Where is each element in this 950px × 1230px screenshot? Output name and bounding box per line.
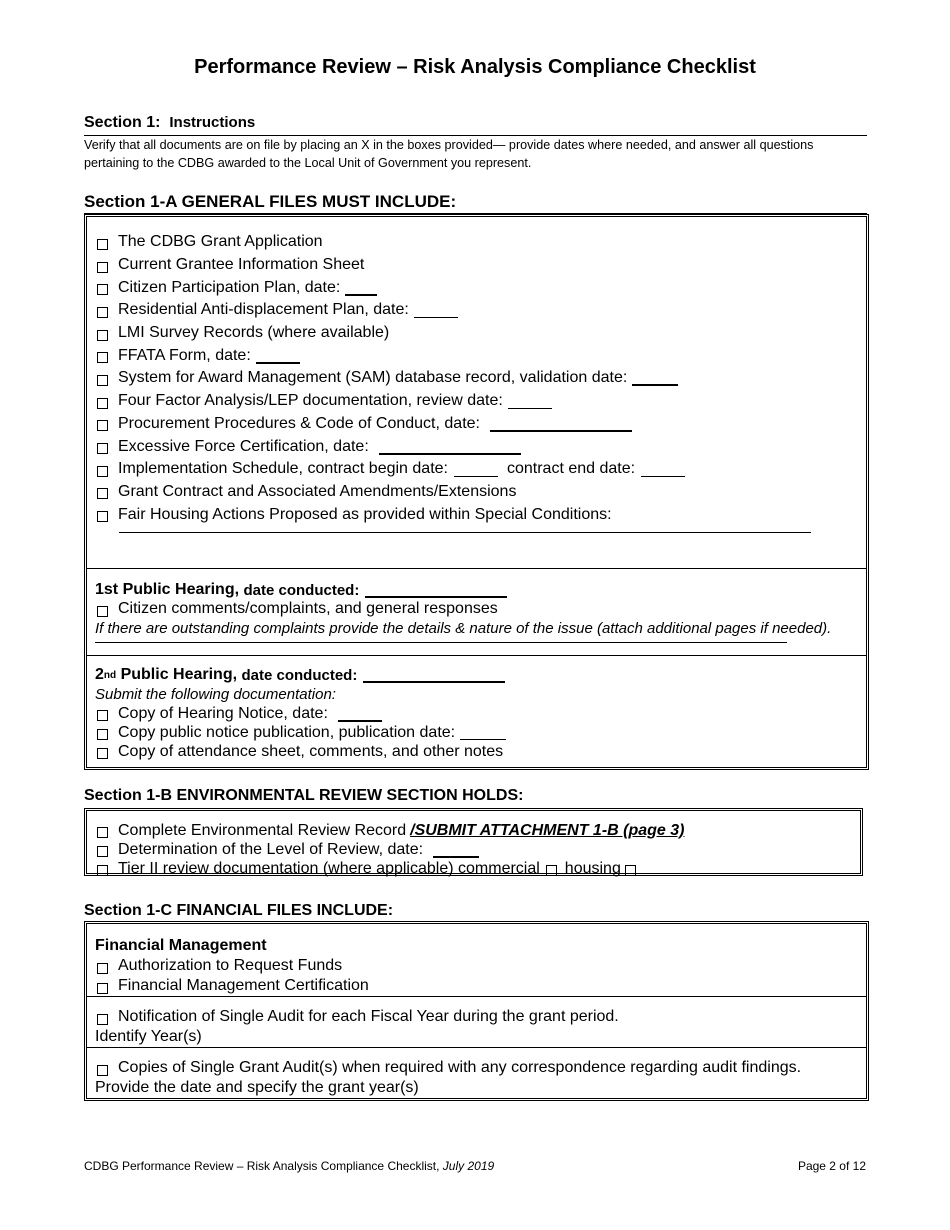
checkbox[interactable] (97, 710, 108, 721)
section1c-box (84, 921, 869, 1101)
checkbox[interactable] (97, 239, 108, 250)
list-item: Copy public notice publication, publication date: (95, 723, 866, 742)
list-item: Notification of Single Audit for each Fiscal Year during the grant period. (95, 1007, 866, 1027)
second-hearing-heading: 2 nd Public Hearing, date conducted: (95, 666, 866, 684)
section1a-box (84, 214, 869, 770)
checkbox[interactable] (97, 1014, 108, 1025)
checkbox[interactable] (97, 443, 108, 454)
date-field[interactable] (363, 667, 505, 683)
section1b-heading: Section 1-B ENVIRONMENTAL REVIEW SECTION HOLDS: (84, 787, 524, 804)
commercial-checkbox[interactable] (546, 865, 557, 876)
date-field[interactable] (460, 725, 506, 740)
list-item: Financial Management Certification (95, 976, 866, 996)
date-field[interactable] (345, 280, 377, 296)
financial-management-heading: Financial Management (95, 937, 267, 954)
date-field[interactable] (632, 370, 678, 386)
date-field[interactable] (365, 582, 507, 598)
list-item: Citizen Participation Plan, date: (95, 276, 866, 299)
checkbox[interactable] (97, 983, 108, 994)
second-hearing-cell (87, 655, 866, 764)
section1b-box (84, 808, 863, 876)
date-field[interactable] (508, 394, 552, 409)
list-item: Citizen comments/complaints, and general responses (95, 599, 866, 619)
environmental-cell (87, 821, 860, 878)
complaint-answer-line[interactable] (95, 642, 787, 643)
financial-management-cell (87, 924, 866, 996)
checkbox[interactable] (97, 729, 108, 740)
checkbox[interactable] (97, 330, 108, 341)
date-field[interactable] (433, 842, 479, 858)
list-item: Excessive Force Certification, date: (95, 435, 866, 458)
section1-heading: Section 1: Instructions (84, 114, 256, 131)
date-field[interactable] (256, 348, 300, 364)
checkbox[interactable] (97, 827, 108, 838)
list-item: Copy of attendance sheet, comments, and other notes (95, 742, 866, 761)
date-field[interactable] (490, 416, 632, 432)
section1c-heading: Section 1-C FINANCIAL FILES INCLUDE: (84, 902, 394, 919)
date-field[interactable] (641, 462, 685, 477)
checkbox[interactable] (97, 865, 108, 876)
checkbox[interactable] (97, 488, 108, 499)
fair-housing-answer-line[interactable] (119, 531, 811, 533)
checkbox[interactable] (97, 284, 108, 295)
section1a-heading: Section 1-A GENERAL FILES MUST INCLUDE: (84, 192, 457, 211)
list-item: The CDBG Grant Application (95, 231, 866, 254)
identify-years-label: Identify Year(s) (95, 1028, 202, 1045)
checkbox[interactable] (97, 466, 108, 477)
single-audit-notice-cell (87, 996, 866, 1047)
list-item: Tier II review documentation (where applicable) commercial housing (95, 859, 860, 878)
list-item: Determination of the Level of Review, date: (95, 840, 860, 859)
list-item: Authorization to Request Funds (95, 956, 866, 976)
list-item: FFATA Form, date: (95, 344, 866, 367)
checkbox[interactable] (97, 748, 108, 759)
list-item: Grant Contract and Associated Amendments/Extensions (95, 481, 866, 504)
checkbox[interactable] (97, 307, 108, 318)
checkbox[interactable] (97, 375, 108, 386)
checkbox[interactable] (97, 963, 108, 974)
checkbox[interactable] (97, 846, 108, 857)
first-hearing-heading: 1st Public Hearing, date conducted: (95, 581, 866, 599)
list-item: Current Grantee Information Sheet (95, 254, 866, 277)
checkbox[interactable] (97, 352, 108, 363)
date-field[interactable] (379, 439, 521, 455)
list-item: Procurement Procedures & Code of Conduct, date: (95, 413, 866, 436)
second-hearing-note: Submit the following documentation: (95, 685, 336, 703)
list-item: Complete Environmental Review Record /SUBMIT ATTACHMENT 1-B (page 3) (95, 821, 860, 840)
page-title: Performance Review – Risk Analysis Compliance Checklist (194, 56, 756, 78)
list-item: Copy of Hearing Notice, date: (95, 704, 866, 723)
list-item: System for Award Management (SAM) database record, validation date: (95, 367, 866, 390)
list-item: Copies of Single Grant Audit(s) when required with any correspondence regarding audit findings. (95, 1058, 866, 1078)
list-item: Fair Housing Actions Proposed as provided within Special Conditions: (95, 503, 866, 526)
first-hearing-cell (87, 568, 866, 655)
list-item: Residential Anti-displacement Plan, date: (95, 299, 866, 322)
checkbox[interactable] (97, 511, 108, 522)
date-field[interactable] (454, 462, 498, 477)
housing-checkbox[interactable] (625, 865, 636, 876)
grant-year-label: Provide the date and specify the grant year(s) (95, 1079, 419, 1096)
checkbox[interactable] (97, 262, 108, 273)
date-field[interactable] (338, 706, 382, 722)
checkbox[interactable] (97, 420, 108, 431)
checkbox[interactable] (97, 1065, 108, 1076)
list-item: LMI Survey Records (where available) (95, 322, 866, 345)
list-item: Four Factor Analysis/LEP documentation, review date: (95, 390, 866, 413)
attachment-link[interactable]: /SUBMIT ATTACHMENT 1-B (page 3) (410, 821, 685, 839)
single-audit-copies-cell (87, 1047, 866, 1098)
checkbox[interactable] (97, 606, 108, 617)
section1-instructions: Verify that all documents are on file by placing an X in the boxes provided— provide dates where needed, and answer all questions pertaining to the CDBG awarded to the Local Unit of Government you represent. (84, 138, 814, 170)
date-field[interactable] (414, 303, 458, 318)
page-number: Page 2 of 12 (797, 1159, 866, 1173)
first-hearing-note: If there are outstanding complaints provide the details & nature of the issue (attach additional pages if needed). (95, 619, 832, 637)
footer-document-title: CDBG Performance Review – Risk Analysis Compliance Checklist, July 2019 (84, 1159, 495, 1173)
list-item: Implementation Schedule, contract begin date: contract end date: (95, 458, 866, 481)
checkbox[interactable] (97, 398, 108, 409)
general-files-cell (87, 217, 866, 568)
